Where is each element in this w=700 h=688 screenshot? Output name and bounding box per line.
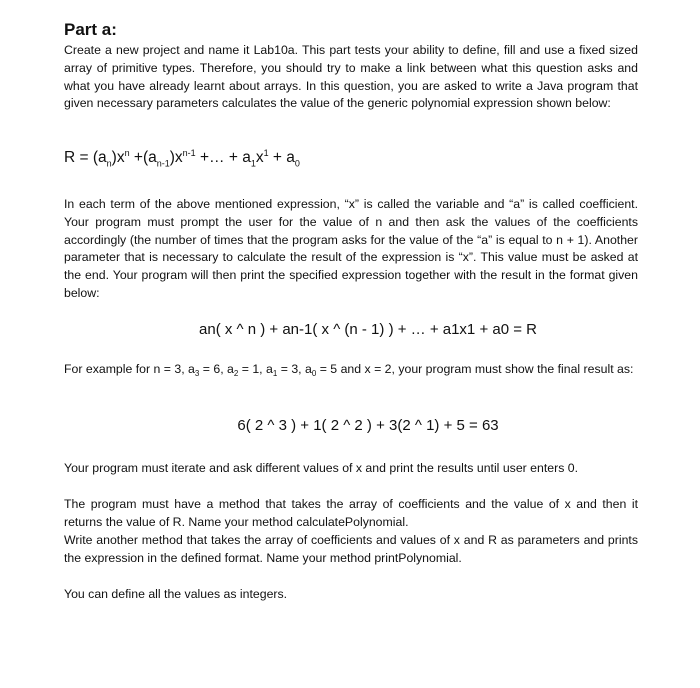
intro-paragraph: Create a new project and name it Lab10a. This part tests your ability to define, fill and use a fixed sized array of primitive types. Therefore, you should try to make a link between what this question asks and what you have already learnt about arrays. In this question, you are asked to write a Java program that given necessary parameters calculates the value of the generic polynomial expression shown below: — [64, 43, 638, 111]
iteration-paragraph: Your program must iterate and ask different values of x and print the results until user enters 0. — [64, 461, 579, 475]
formula-subscript: n-1 — [156, 158, 170, 169]
formula-part: x — [255, 149, 264, 167]
calculate-method-paragraph: The program must have a method that takes the array of coefficients and the value of x and then it returns the value of R. Name your method calculatePolynomial. — [64, 497, 638, 529]
output-format-formula: an( x ^ n ) + an-1( x ^ (n - 1) ) + … + a1x1 + a0 = R — [199, 321, 537, 338]
formula-part: + a — [268, 149, 295, 167]
formula-subscript: 0 — [294, 158, 300, 169]
print-method-paragraph: Write another method that takes the array of coefficients and values of x and R as parameters and prints the expression in the defined format. Name your method printPolynomial. — [64, 533, 638, 565]
example-result-formula: 6( 2 ^ 3 ) + 1( 2 ^ 2 ) + 3(2 ^ 1) + 5 = 63 — [237, 417, 499, 434]
example-text: = 1, a — [238, 362, 273, 376]
formula-superscript: 1 — [263, 148, 269, 158]
example-paragraph — [64, 361, 638, 383]
formula-superscript: n — [124, 148, 130, 158]
example-subscript: 3 — [194, 369, 200, 378]
example-subscript: 2 — [233, 369, 239, 378]
example-text: = 3, a — [277, 362, 312, 376]
integers-paragraph: You can define all the values as integers. — [64, 587, 288, 601]
example-text: = 5 and x = 2, your program must show the final result as: — [316, 362, 634, 376]
explanation-paragraph: In each term of the above mentioned expression, “x” is called the variable and “a” is called coefficient. Your program must prompt the user for the value of n and then ask the values of the coefficients accordingly (the number of times that the program asks for the value of the “a” is equal to n + 1). Another parameter that is necessary to calculate the result of the expression is “x”. This value must be asked at the end. Your program will then print the specified expression together with the result in the format given below: — [64, 197, 638, 300]
example-text: = 6, a — [199, 362, 234, 376]
formula-part: +(a — [129, 149, 157, 167]
formula-part: +… + a — [195, 149, 251, 167]
formula-superscript: n-1 — [182, 148, 196, 158]
formula-part: )x — [111, 149, 125, 167]
section-heading: Part a: — [64, 20, 117, 39]
formula-subscript: 1 — [250, 158, 256, 169]
formula-part: R = (a — [64, 149, 107, 167]
example-text: For example for n = 3, a — [64, 362, 195, 376]
formula-subscript: n — [106, 158, 112, 169]
polynomial-formula — [64, 148, 300, 168]
example-subscript: 1 — [272, 369, 278, 378]
example-subscript: 0 — [311, 369, 317, 378]
formula-part: )x — [169, 149, 183, 167]
